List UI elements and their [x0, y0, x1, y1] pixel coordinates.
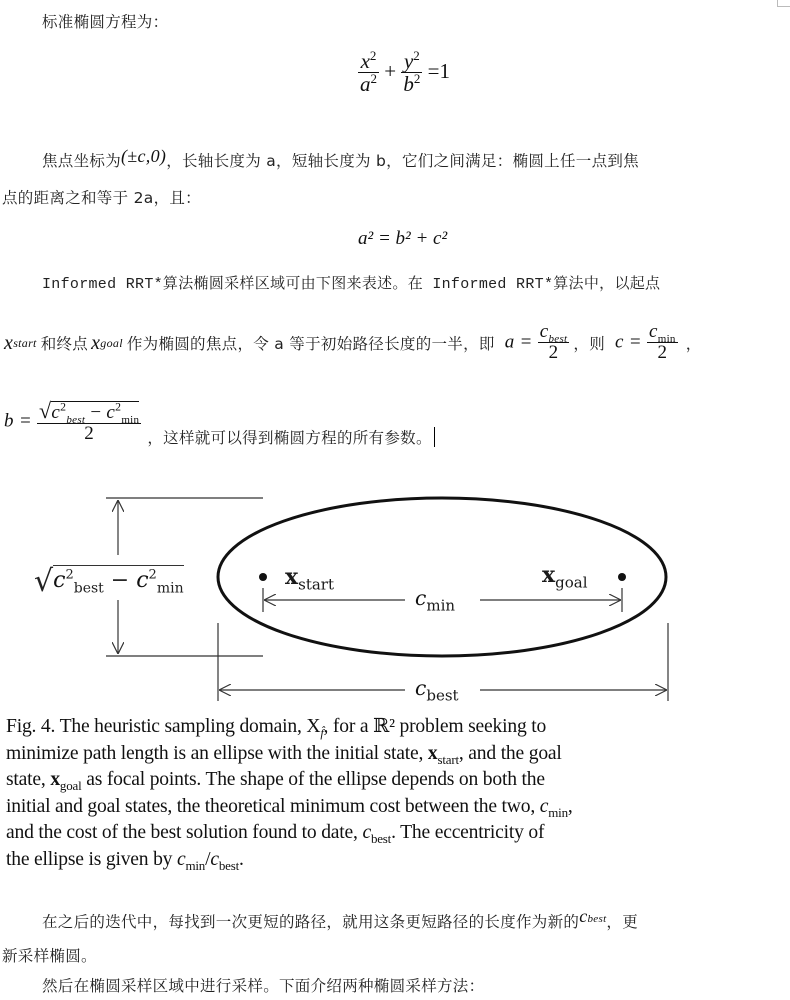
focal-assignment-line: x start 和终点 x goal 作为椭圆的焦点，令 a 等于初始路径长度的一半，即 a = $\frac{c_{best}}{2}$ ，则 c = $\frac{c_{min}}{2}$ ，: [4, 321, 702, 364]
goal-focus-dot: [618, 573, 626, 581]
page-corner-marker: [777, 0, 790, 7]
iteration-paragraph-line2: 新采样椭圆。: [2, 947, 97, 965]
iteration-paragraph-line1: 在之后的迭代中，每找到一次更短的路径，就用这条更短路径的长度作为新的$c_{best}$，更: [42, 906, 639, 931]
x-goal-label: $x_{goal}$: [542, 562, 588, 592]
focus-paragraph-line2: 点的距离之和等于 2a，且：: [2, 189, 201, 207]
sampling-intro-paragraph: 然后在椭圆采样区域中进行采样。下面介绍两种椭圆采样方法：: [42, 977, 485, 995]
c-best-label: $c_{best}$: [415, 676, 459, 705]
minor-axis-label: $√c^2_{best} - c^2_{min}$: [34, 564, 184, 599]
ellipse-figure: [0, 480, 790, 710]
intro-text: 标准椭圆方程为：: [42, 13, 169, 31]
a-formula: a = $\frac{c_{best}}{2}$: [504, 321, 568, 364]
ellipse-equation: $\frac{x^2}{a^2}$ + $\frac{y^2}{b^2}$ =1: [360, 48, 450, 97]
x-start-label: $x_{start}$: [285, 564, 334, 594]
c-min-label: $c_{min}$: [415, 586, 456, 615]
b-formula: b = $\frac{√c^2_{best} - c^2_{min}}{2}$: [4, 398, 140, 445]
focus-coords: (±c,0): [121, 146, 167, 166]
focus-paragraph-line1: 焦点坐标为(±c,0)，长轴长度为 a，短轴长度为 b，它们之间满足：椭圆上任一点到焦: [42, 146, 639, 170]
b-formula-line: b = $\frac{√c^2_{best} - c^2_{min}}{2}$ ，这样就可以得到椭圆方程的所有参数。: [4, 396, 435, 448]
text-cursor[interactable]: [434, 427, 436, 447]
c-formula: c = $\frac{c_{min}}{2}$: [615, 321, 676, 364]
axis-relation-equation: a² = b² + c²: [358, 228, 448, 249]
start-focus-dot: [259, 573, 267, 581]
figure-caption: Fig. 4. The heuristic sampling domain, $X_{f̂}$, for a ℝ² problem seeking to minimize path length is an ellipse with the initial state, $x_{start}$, and the goal state, $x_{goal}$ as focal points. The shape of the ellipse depends on both the initial and goal states, the theoretical minimum cost between the two, $c_{min}$, and the cost of the best solution found to date, $c_{best}$. The eccentricity of the ellipse is given by $c_{min}/c_{best}$.: [6, 716, 573, 873]
informed-rrt-intro: Informed RRT*算法椭圆采样区域可由下图来表述。在 Informed RRT*算法中，以起点: [42, 276, 661, 293]
